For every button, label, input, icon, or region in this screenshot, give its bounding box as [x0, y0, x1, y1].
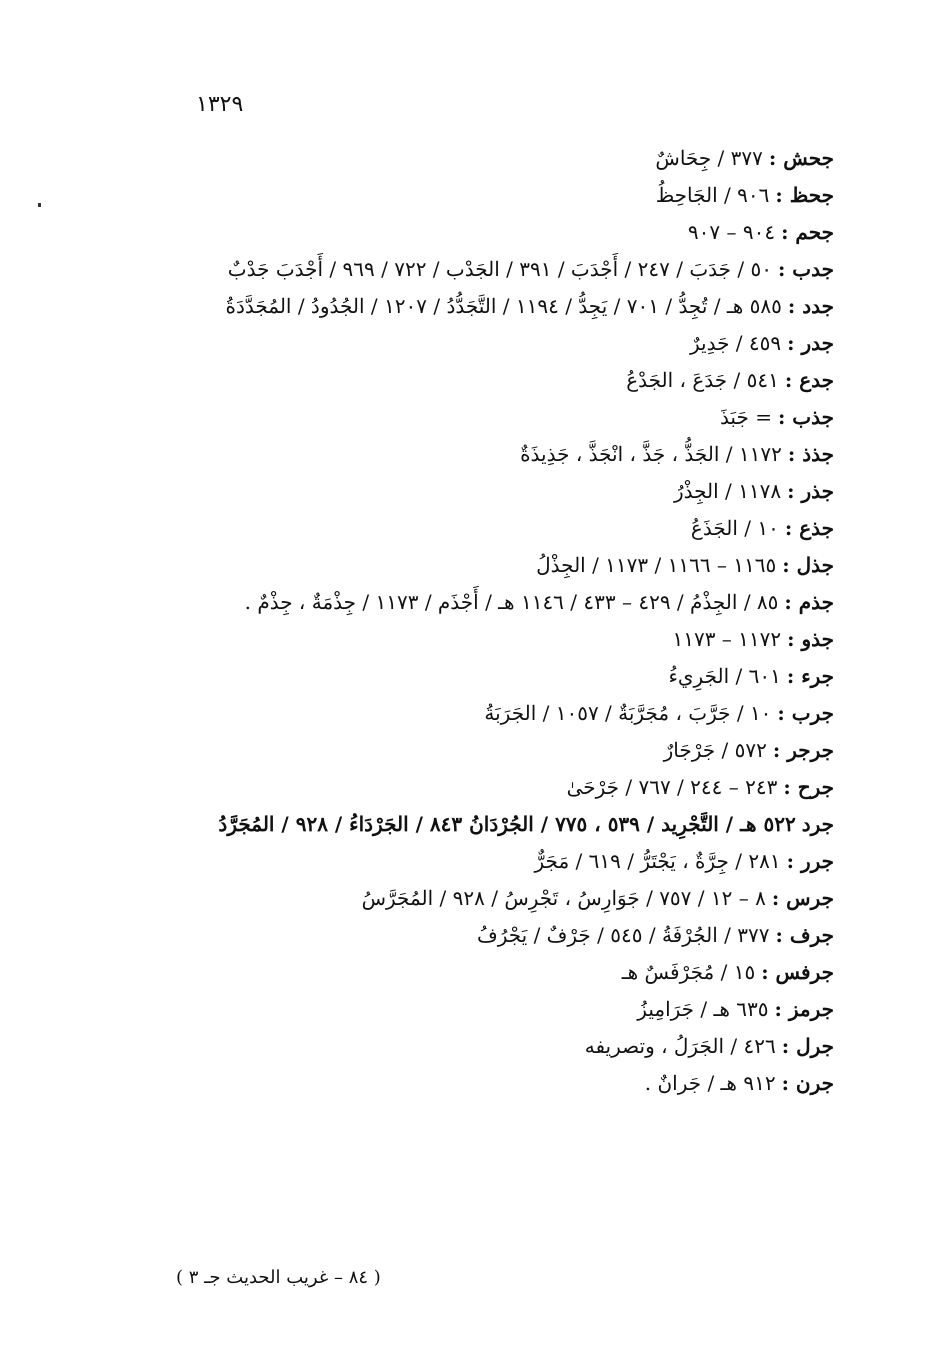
entry-refs: ٣٧٧ / الجُرْفَةُ / ٥٤٥ / جَرْفٌ / يَجْرُفُ: [476, 923, 770, 947]
index-entry: [168, 991, 834, 1028]
index-entry: [168, 251, 834, 288]
entry-refs: ٢٤٣ – ٢٤٤ / ٧٦٧ / جَرْحَىٰ: [566, 775, 778, 799]
entry-root: جرد: [801, 812, 834, 836]
entry-refs: ٥٤١ / جَدَعَ ، الجَدْعُ: [626, 368, 779, 392]
entry-refs: ١١٧٢ / الجَذُّ ، جَذَّ ، انْجَذَّ ، جَذِيذَةٌ: [520, 442, 782, 466]
entry-root: جحش :: [768, 146, 834, 170]
index-entry: [168, 288, 834, 325]
index-entry: [168, 399, 834, 436]
entry-refs: ١٠ / جَرَّبَ ، مُجَرَّبَةٌ / ١٠٥٧ / الجَرَبَةُ: [484, 701, 772, 725]
index-entry: [168, 140, 834, 177]
entry-root: جرمز :: [774, 997, 834, 1021]
index-entry: [168, 1065, 834, 1102]
entry-root: جذل :: [782, 553, 834, 577]
index-entries: [168, 140, 834, 1102]
index-entry: [168, 325, 834, 362]
entry-refs: ١١٧٨ / الجِذْرُ: [673, 479, 782, 503]
footer-note: ( ٨٤ – غريب الحديث جـ ٣ ): [176, 1267, 381, 1288]
entry-refs: ١١٧٢ – ١١٧٣: [672, 627, 782, 651]
entry-root: جدد :: [787, 294, 834, 318]
entry-refs: ١١٦٥ – ١١٦٦ / ١١٧٣ / الجِذْلُ: [536, 553, 777, 577]
entry-refs: ٩٠٤ – ٩٠٧: [687, 220, 776, 244]
entry-root: جحم :: [781, 220, 834, 244]
entry-root: جذو :: [787, 627, 834, 651]
index-entry: [168, 510, 834, 547]
entry-root: جذذ :: [787, 442, 834, 466]
entry-refs: ٨٥ / الجِذْمُ / ٤٢٩ – ٤٣٣ / ١١٤٦ هـ / أَجْذَم / ١١٧٣ / جِذْمَةٌ ، جِذْمٌ .: [244, 590, 779, 614]
page-number: ١٣٢٩: [196, 92, 244, 117]
index-entry: [168, 732, 834, 769]
entry-root: جرف :: [775, 923, 834, 947]
index-entry: [168, 806, 834, 843]
entry-root: جدب :: [777, 257, 834, 281]
entry-root: جرجر :: [772, 738, 834, 762]
entry-refs: ٤٥٩ / جَدِيرٌ: [689, 331, 782, 355]
entry-refs: ٣٧٧ / جِحَاشٌ: [655, 146, 763, 170]
entry-refs: ٨ – ١٢ / ٧٥٧ / جَوَارِسُ ، تَجْرِسُ / ٩٢٨ / المُجَرَّسُ: [361, 886, 766, 910]
index-entry: [168, 473, 834, 510]
entry-root: جرن :: [781, 1071, 834, 1095]
entry-refs: ١٠ / الجَذَعُ: [690, 516, 779, 540]
entry-root: جرح :: [783, 775, 834, 799]
index-entry: [168, 695, 834, 732]
entry-root: جرل :: [781, 1034, 834, 1058]
entry-refs: ٥٧٢ / جَرْجَارٌ: [663, 738, 767, 762]
entry-refs: ٩٠٦ / الجَاحِظُ: [655, 183, 770, 207]
entry-root: جذب :: [777, 405, 834, 429]
entry-refs: ٥٢٢ هـ / التَّجْرِيد / ٥٣٩ ، ٧٧٥ / الجُرْدَانُ ٨٤٣ / الجَرْدَاءُ / ٩٢٨ / المُجَرَّدُ: [218, 812, 796, 836]
index-entry: [168, 621, 834, 658]
entry-refs: ٢٨١ / جِرَّةٌ ، يَجْتَرُّ / ٦١٩ / مَجَرٌّ: [534, 849, 781, 873]
entry-refs: ٥٠ / جَدَبَ / ٢٤٧ / أَجْدَبَ / ٣٩١ / الجَدْب / ٧٢٢ / ٩٦٩ / أَجْدَبَ جَدْبٌ: [227, 257, 772, 281]
entry-root: جدع :: [784, 368, 834, 392]
entry-root: جرر :: [786, 849, 834, 873]
entry-refs: ٦٣٥ هـ / جَرَامِيزُ: [637, 997, 769, 1021]
index-entry: [168, 177, 834, 214]
entry-refs: ٤٢٦ / الجَرَلُ ، وتصريفه: [584, 1034, 776, 1058]
index-entry: [168, 917, 834, 954]
index-entry: [168, 954, 834, 991]
entry-root: جذع :: [784, 516, 834, 540]
index-entry: [168, 880, 834, 917]
index-entry: [168, 843, 834, 880]
entry-root: جحظ :: [775, 183, 834, 207]
index-entry: [168, 547, 834, 584]
index-entry: [168, 214, 834, 251]
entry-root: جرس :: [771, 886, 834, 910]
entry-root: جدر :: [787, 331, 834, 355]
entry-root: جرفس :: [761, 960, 834, 984]
entry-root: جذر :: [787, 479, 834, 503]
entry-refs: ٥٨٥ هـ / تُجِدُّ / ٧٠١ / يَجِدُّ / ١١٩٤ / التَّجَدُّدُ / ١٢٠٧ / الجُدُودُ / المُجَدَّدَةُ: [225, 294, 782, 318]
entry-root: جرب :: [777, 701, 834, 725]
entry-refs: ٩١٢ هـ / جَرانٌ .: [644, 1071, 776, 1095]
entry-refs: ٦٠١ / الجَرِيءُ: [668, 664, 781, 688]
index-entry: [168, 362, 834, 399]
entry-root: جذم :: [784, 590, 834, 614]
index-entry: [168, 436, 834, 473]
index-entry: [168, 658, 834, 695]
index-entry: [168, 584, 834, 621]
margin-dot: [38, 203, 41, 207]
entry-refs: ١٥ / مُجَرْفَسٌ هـ: [621, 960, 756, 984]
entry-refs: = جَبَذَ: [719, 405, 772, 429]
index-entry: [168, 769, 834, 806]
entry-root: جرء :: [786, 664, 834, 688]
index-entry: [168, 1028, 834, 1065]
